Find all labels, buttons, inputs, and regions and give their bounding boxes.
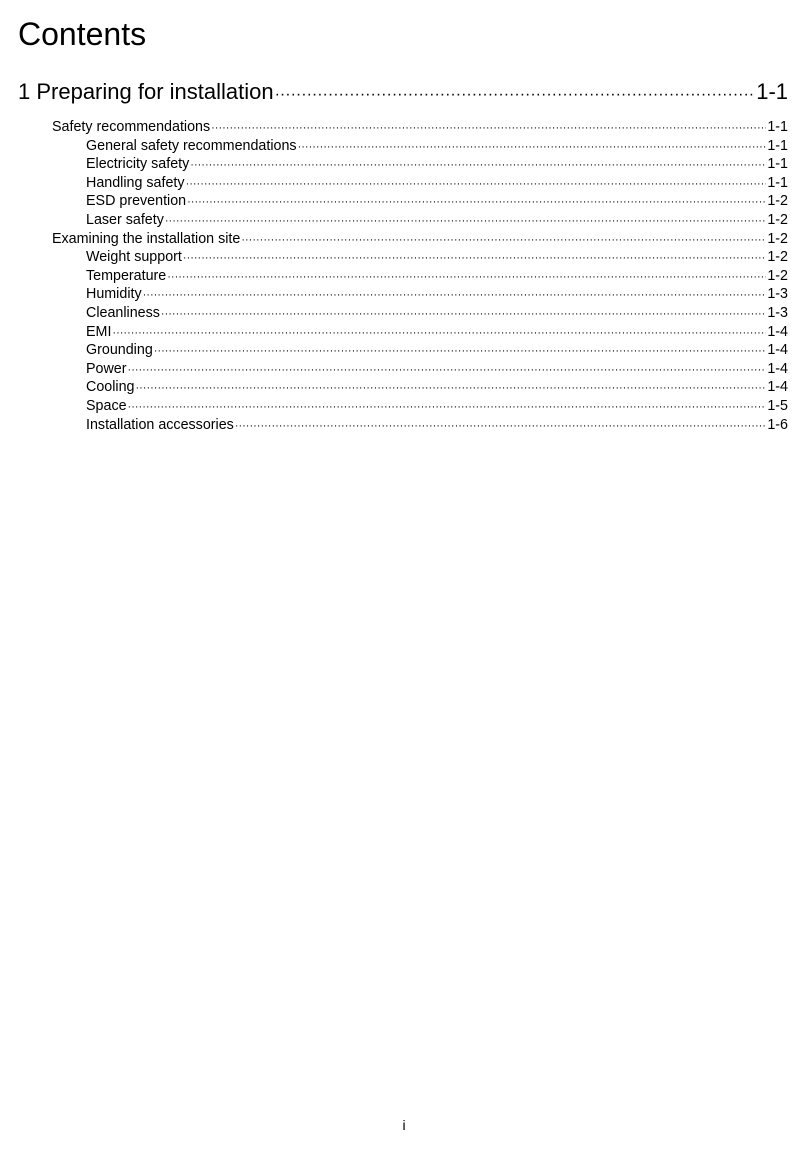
toc-dot-leader	[298, 139, 767, 157]
toc-dot-leader	[186, 176, 767, 194]
toc-entry-label: Humidity	[86, 286, 142, 303]
toc-dot-leader	[187, 194, 766, 212]
toc-entry-label: Grounding	[86, 342, 153, 359]
toc-entry-page: 1-1	[756, 79, 788, 104]
toc-entry-cleanliness[interactable]	[18, 305, 788, 324]
toc-entry-page: 1-5	[767, 397, 788, 414]
toc-dot-leader	[165, 213, 766, 231]
toc-entry-label: 1 Preparing for installation	[18, 79, 274, 104]
toc-entry-handling-safety[interactable]	[18, 175, 788, 194]
toc-entry-label: ESD prevention	[86, 193, 187, 210]
toc-entry-page: 1-2	[767, 211, 788, 228]
toc-entry-page: 1-3	[767, 304, 788, 321]
toc-entry-laser-safety[interactable]	[18, 212, 788, 231]
toc-entry-label: Electricity safety	[86, 156, 190, 173]
toc-entry-page: 1-2	[767, 230, 788, 247]
toc-dot-leader	[235, 418, 767, 436]
toc-entry-general-safety-recommendations[interactable]	[18, 138, 788, 157]
toc-entry-page: 1-1	[767, 156, 788, 173]
toc-dot-leader	[128, 362, 767, 380]
toc-entry-label: EMI	[86, 323, 112, 340]
page-title: Contents	[18, 16, 147, 52]
toc-entry-weight-support[interactable]	[18, 249, 788, 268]
table-of-contents	[18, 76, 788, 435]
toc-entry-label: Installation accessories	[86, 416, 234, 433]
toc-entry-page: 1-4	[767, 323, 788, 340]
toc-dot-leader	[241, 232, 766, 250]
toc-entry-label: Weight support	[86, 249, 182, 266]
toc-entry-label: Temperature	[86, 267, 167, 284]
toc-entry-humidity[interactable]	[18, 286, 788, 305]
toc-entry-grounding[interactable]	[18, 342, 788, 361]
toc-entry-examining-installation-site[interactable]	[18, 231, 788, 250]
toc-dot-leader	[211, 120, 766, 138]
toc-entry-page: 1-1	[767, 174, 788, 191]
toc-entry-cooling[interactable]	[18, 379, 788, 398]
toc-dot-leader	[154, 343, 767, 361]
toc-entry-installation-accessories[interactable]	[18, 417, 788, 436]
toc-entry-label: Handling safety	[86, 174, 185, 191]
toc-entry-chapter-1[interactable]	[18, 76, 788, 111]
footer-page-number: i	[402, 1117, 406, 1133]
toc-entry-label: Laser safety	[86, 211, 164, 228]
toc-entry-power[interactable]	[18, 361, 788, 380]
toc-entry-page: 1-3	[767, 286, 788, 303]
toc-entry-page: 1-2	[767, 267, 788, 284]
toc-entry-label: Cleanliness	[86, 304, 160, 321]
toc-entry-page: 1-2	[767, 193, 788, 210]
toc-dot-leader	[275, 79, 756, 111]
toc-entry-page: 1-4	[767, 379, 788, 396]
toc-entry-label: Examining the installation site	[52, 230, 241, 247]
toc-entry-page: 1-4	[767, 360, 788, 377]
toc-entry-label: Safety recommendations	[52, 119, 211, 135]
toc-dot-leader	[128, 399, 767, 417]
toc-dot-leader	[143, 287, 767, 305]
toc-entry-safety-recommendations[interactable]	[18, 119, 788, 138]
toc-entry-esd-prevention[interactable]	[18, 193, 788, 212]
toc-dot-leader	[190, 157, 766, 175]
toc-entry-page: 1-4	[767, 342, 788, 359]
toc-dot-leader	[112, 325, 766, 343]
toc-entry-page: 1-2	[767, 249, 788, 266]
toc-entry-page: 1-6	[767, 416, 788, 433]
toc-dot-leader	[135, 380, 766, 398]
toc-entry-emi[interactable]	[18, 324, 788, 343]
toc-dot-leader	[183, 250, 766, 268]
toc-entry-label: Power	[86, 360, 127, 377]
toc-dot-leader	[167, 269, 766, 287]
toc-entry-electricity-safety[interactable]	[18, 156, 788, 175]
toc-entry-temperature[interactable]	[18, 268, 788, 287]
toc-entry-label: General safety recommendations	[86, 137, 297, 154]
toc-entry-page: 1-1	[767, 119, 788, 135]
toc-dot-leader	[161, 306, 766, 324]
toc-entry-label: Cooling	[86, 379, 135, 396]
toc-entry-page: 1-1	[767, 137, 788, 154]
toc-entry-label: Space	[86, 397, 127, 414]
toc-entry-space[interactable]	[18, 398, 788, 417]
